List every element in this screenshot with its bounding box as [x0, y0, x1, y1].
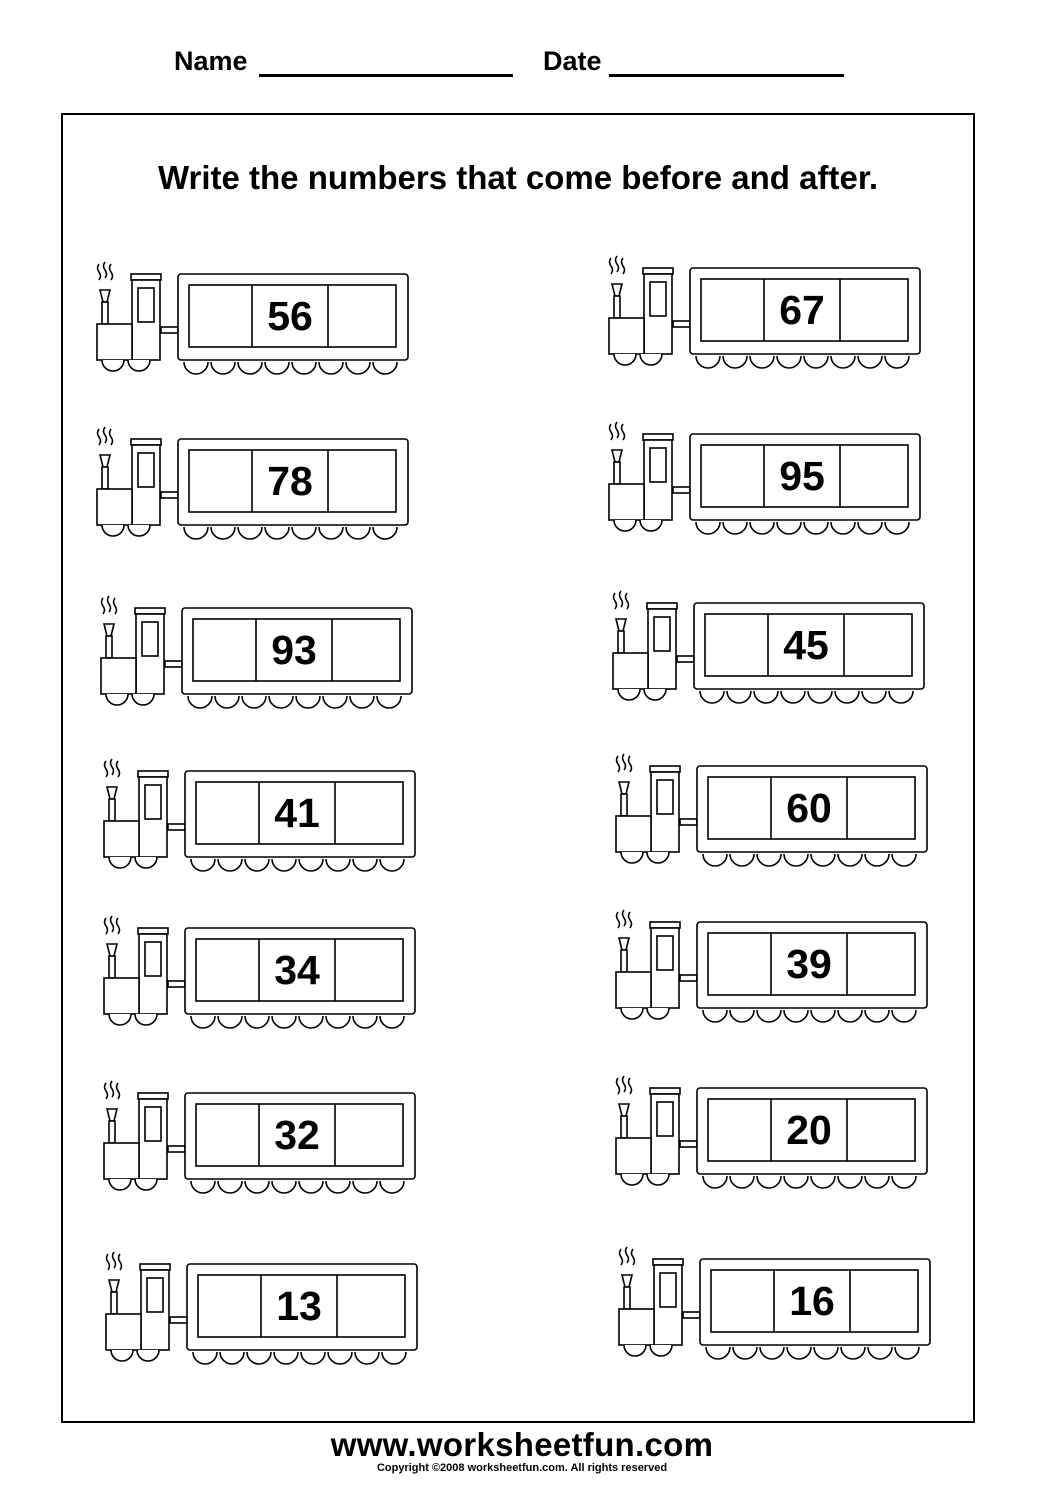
date-label: Date: [543, 46, 602, 76]
answer-before-box[interactable]: [701, 279, 764, 341]
train-problem: [94, 252, 414, 384]
given-number: 41: [274, 789, 320, 836]
answer-after-box[interactable]: [335, 782, 403, 844]
answer-before-box[interactable]: [701, 445, 764, 507]
given-number: 67: [779, 286, 825, 333]
given-number: 13: [276, 1282, 322, 1329]
answer-before-box[interactable]: [705, 614, 768, 676]
given-number: 45: [783, 621, 829, 668]
train-problem: [606, 246, 926, 378]
answer-after-box[interactable]: [337, 1275, 405, 1337]
answer-before-box[interactable]: [189, 285, 252, 347]
worksheet-header: [0, 46, 1054, 86]
given-number: 56: [267, 292, 313, 339]
given-number: 34: [274, 946, 320, 993]
answer-before-box[interactable]: [193, 619, 256, 681]
train-problem: [613, 1066, 933, 1198]
answer-after-box[interactable]: [328, 450, 396, 512]
given-number: 60: [786, 784, 832, 831]
given-number: 95: [779, 452, 825, 499]
answer-after-box[interactable]: [847, 1099, 915, 1161]
answer-after-box[interactable]: [844, 614, 912, 676]
given-number: 16: [789, 1277, 835, 1324]
answer-after-box[interactable]: [335, 939, 403, 1001]
train-problem: [94, 417, 414, 549]
given-number: 78: [267, 457, 313, 504]
train-problem: [98, 586, 418, 718]
answer-before-box[interactable]: [711, 1270, 774, 1332]
answer-after-box[interactable]: [847, 777, 915, 839]
answer-after-box[interactable]: [328, 285, 396, 347]
train-problem: [606, 412, 926, 544]
answer-before-box[interactable]: [708, 1099, 771, 1161]
answer-after-box[interactable]: [840, 445, 908, 507]
given-number: 32: [274, 1111, 320, 1158]
train-problem: [616, 1237, 936, 1369]
train-problem: [101, 906, 421, 1038]
given-number: 20: [786, 1106, 832, 1153]
given-number: 39: [786, 940, 832, 987]
answer-before-box[interactable]: [198, 1275, 261, 1337]
name-line[interactable]: [259, 74, 513, 77]
answer-after-box[interactable]: [332, 619, 400, 681]
train-problem: [101, 1071, 421, 1203]
train-problem: [610, 581, 930, 713]
answer-after-box[interactable]: [335, 1104, 403, 1166]
answer-before-box[interactable]: [708, 777, 771, 839]
given-number: 93: [271, 626, 317, 673]
answer-before-box[interactable]: [189, 450, 252, 512]
answer-after-box[interactable]: [847, 933, 915, 995]
website-url: www.worksheetfun.com: [330, 1426, 714, 1463]
answer-before-box[interactable]: [196, 782, 259, 844]
train-problem: [101, 749, 421, 881]
name-label: Name: [174, 46, 248, 76]
train-problem: [613, 744, 933, 876]
answer-after-box[interactable]: [850, 1270, 918, 1332]
train-problem: [103, 1242, 423, 1374]
date-line[interactable]: [609, 74, 844, 77]
instructions: Write the numbers that come before and after.: [157, 159, 879, 196]
answer-after-box[interactable]: [840, 279, 908, 341]
answer-before-box[interactable]: [196, 939, 259, 1001]
copyright-notice: Copyright ©2008 worksheetfun.com. All rights reserved: [376, 1462, 668, 1474]
answer-before-box[interactable]: [196, 1104, 259, 1166]
train-problem: [613, 900, 933, 1032]
answer-before-box[interactable]: [708, 933, 771, 995]
